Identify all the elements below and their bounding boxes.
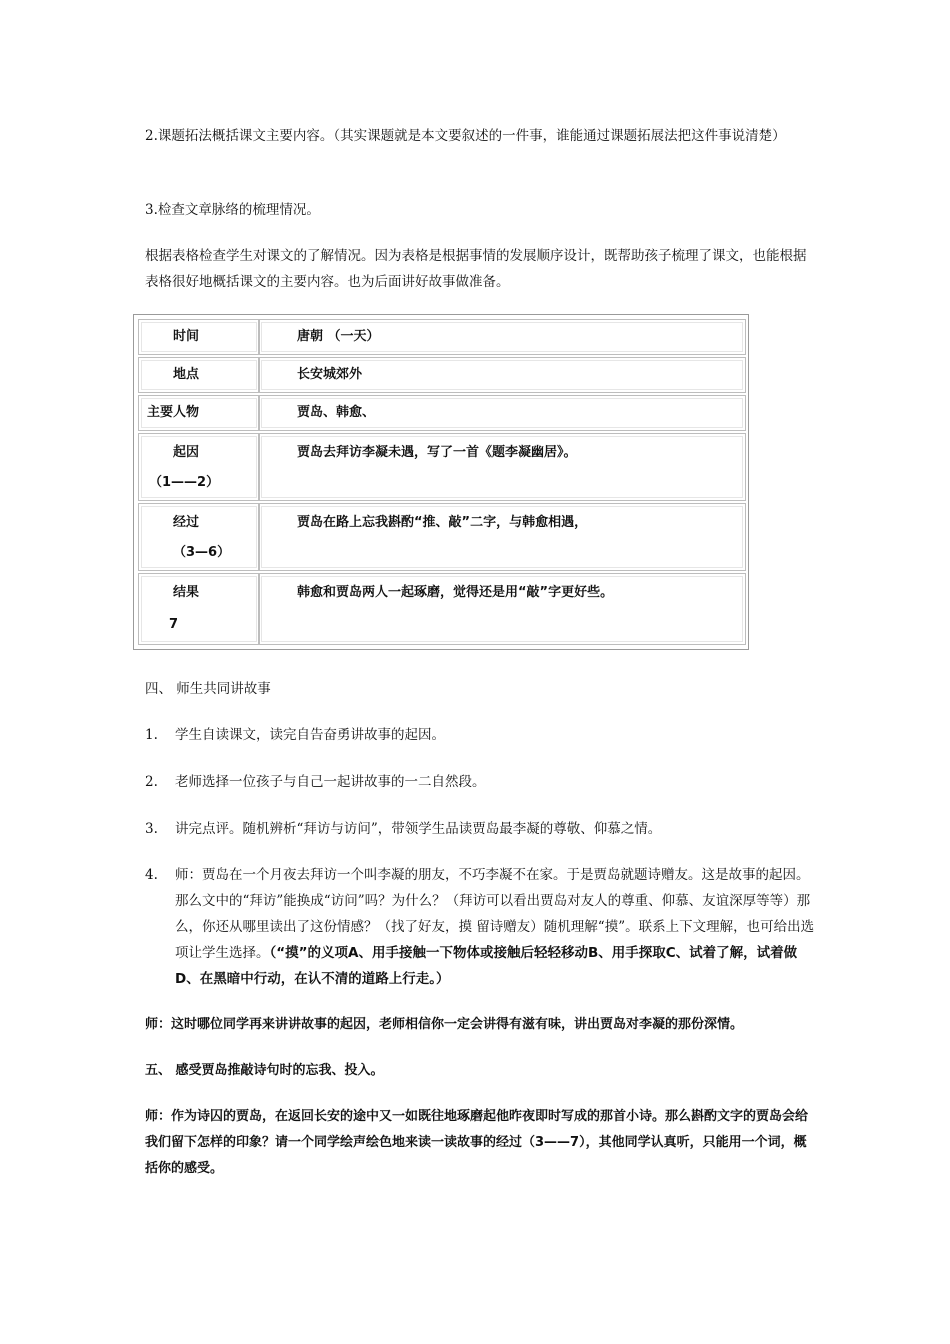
table-row-label: 主要人物 xyxy=(138,395,260,431)
table-row-value: 唐朝 （一天） xyxy=(258,319,746,355)
table-row-label: 地点 xyxy=(138,357,260,393)
list-item-bold-note: （“摸”的义项A、用手接触一下物体或接触后轻轻移动B、用手探取C、试着了解，试着做D、在黑暗中行动，在认不清的道路上行走。） xyxy=(175,945,798,987)
section-heading-4: 四、 师生共同讲故事 xyxy=(145,681,271,697)
document-page: 2.课题拓法概括课文主要内容。（其实课题就是本文要叙述的一件事，谁能通过课题拓展法把这件事说清楚） 3.检查文章脉络的梳理情况。 根据表格检查学生对课文的了解情况。因为表格是根据事情的发展顺序设计，既帮助孩子梳理了课文，也能根据表格很好地概括课文的主要内容。也为后面讲好故事做准备。 时间 唐朝 （一天） 地点 长安城郊外 主要人物 贾岛、韩愈、 起因 （1——2） 贾岛去拜访李凝未遇，写了一首《题李凝幽居》。 经过 （3—6） 贾岛在路上忘我斟酌“推、敲”二字，与韩愈相遇， 结果 7 韩愈和贾岛两人一起琢磨，觉得还是用“敲”字更好些。 四、 师生共同讲故事 1. 学生自读课文，读完自告奋勇讲故事的起因。 2. 老师选择一位孩子与自己一起讲故事的一二自然段。 3. 讲完点评。随机辨析“拜访与访问”，带领学生品读贾岛最李凝的尊敬、仰慕之情。 4. 师：贾岛在一个月夜去拜访一个叫李凝的朋友，不巧李凝不在家。于是贾岛就题诗赠友。这是故事的起因。那么文中的“拜访”能换成“访问”吗？为什么？（拜访可以看出贾岛对友人的尊重、仰慕、友谊深厚等等）那么，你还从哪里读出了这份情感？（找了好友，摸 留诗赠友）随机理解“摸”。联系上下文理解，也可给出选项让学生选择。（“摸”的义项A、用手接触一下物体或接触后轻轻移动B、用手探取C、试着了解，试着做D、在黑暗中行动，在认不清的道路上行走。） 师：这时哪位同学再来讲讲故事的起因，老师相信你一定会讲得有滋有味，讲出贾岛对李凝的那份深情。 五、 感受贾岛推敲诗句时的忘我、投入。 师：作为诗囚的贾岛，在返回长安的途中又一如既往地琢磨起他昨夜即时写成的那首小诗。那么斟酌文字的贾岛会给我们留下怎样的印象？请一个同学绘声绘色地来读一读故事的经过（3——7），其他同学认真听，只能用一个词，概括你的感受。 xyxy=(0,0,950,1344)
teacher-prompt: 师：这时哪位同学再来讲讲故事的起因，老师相信你一定会讲得有滋有味，讲出贾岛对李凝的那份深情。 xyxy=(145,1017,744,1032)
table-row-value: 长安城郊外 xyxy=(258,357,746,393)
section5-text: 师：作为诗囚的贾岛，在返回长安的途中又一如既往地琢磨起他昨夜即时写成的那首小诗。那么斟酌文字的贾岛会给我们留下怎样的印象？请一个同学绘声绘色地来读一读故事的经过（3——7），其他同学认真听，只能用一个词，概括你的感受。 xyxy=(145,1109,809,1176)
paragraph-check-structure: 3.检查文章脉络的梳理情况。 xyxy=(145,202,320,218)
table-row-label: 经过 （3—6） xyxy=(138,503,260,571)
table-row-label: 时间 xyxy=(138,319,260,355)
list-item-text: 师：贾岛在一个月夜去拜访一个叫李凝的朋友，不巧李凝不在家。于是贾岛就题诗赠友。这是故事的起因。那么文中的“拜访”能换成“访问”吗？为什么？（拜访可以看出贾岛对友人的尊重、仰慕、友谊深厚等等）那么，你还从哪里读出了这份情感？（找了好友，摸 留诗赠友）随机理解“摸”。联系上下文理解，也可给出选项让学生选择。 xyxy=(175,867,815,961)
table-row-value: 贾岛去拜访李凝未遇，写了一首《题李凝幽居》。 xyxy=(258,433,746,501)
table-row-value: 韩愈和贾岛两人一起琢磨，觉得还是用“敲”字更好些。 xyxy=(258,573,746,645)
paragraph-topic-method: 2.课题拓法概括课文主要内容。（其实课题就是本文要叙述的一件事，谁能通过课题拓展法把这件事说清楚） xyxy=(145,128,786,144)
table-row-value: 贾岛在路上忘我斟酌“推、敲”二字，与韩愈相遇， xyxy=(258,503,746,571)
table-row-label: 起因 （1——2） xyxy=(138,433,260,501)
table-row-value: 贾岛、韩愈、 xyxy=(258,395,746,431)
story-table xyxy=(133,314,749,650)
table-row-label: 结果 7 xyxy=(138,573,260,645)
section-heading-5: 五、 感受贾岛推敲诗句时的忘我、投入。 xyxy=(145,1063,384,1078)
paragraph-table-purpose: 根据表格检查学生对课文的了解情况。因为表格是根据事情的发展顺序设计，既帮助孩子梳理了课文，也能根据表格很好地概括课文的主要内容。也为后面讲好故事做准备。 xyxy=(145,248,807,290)
